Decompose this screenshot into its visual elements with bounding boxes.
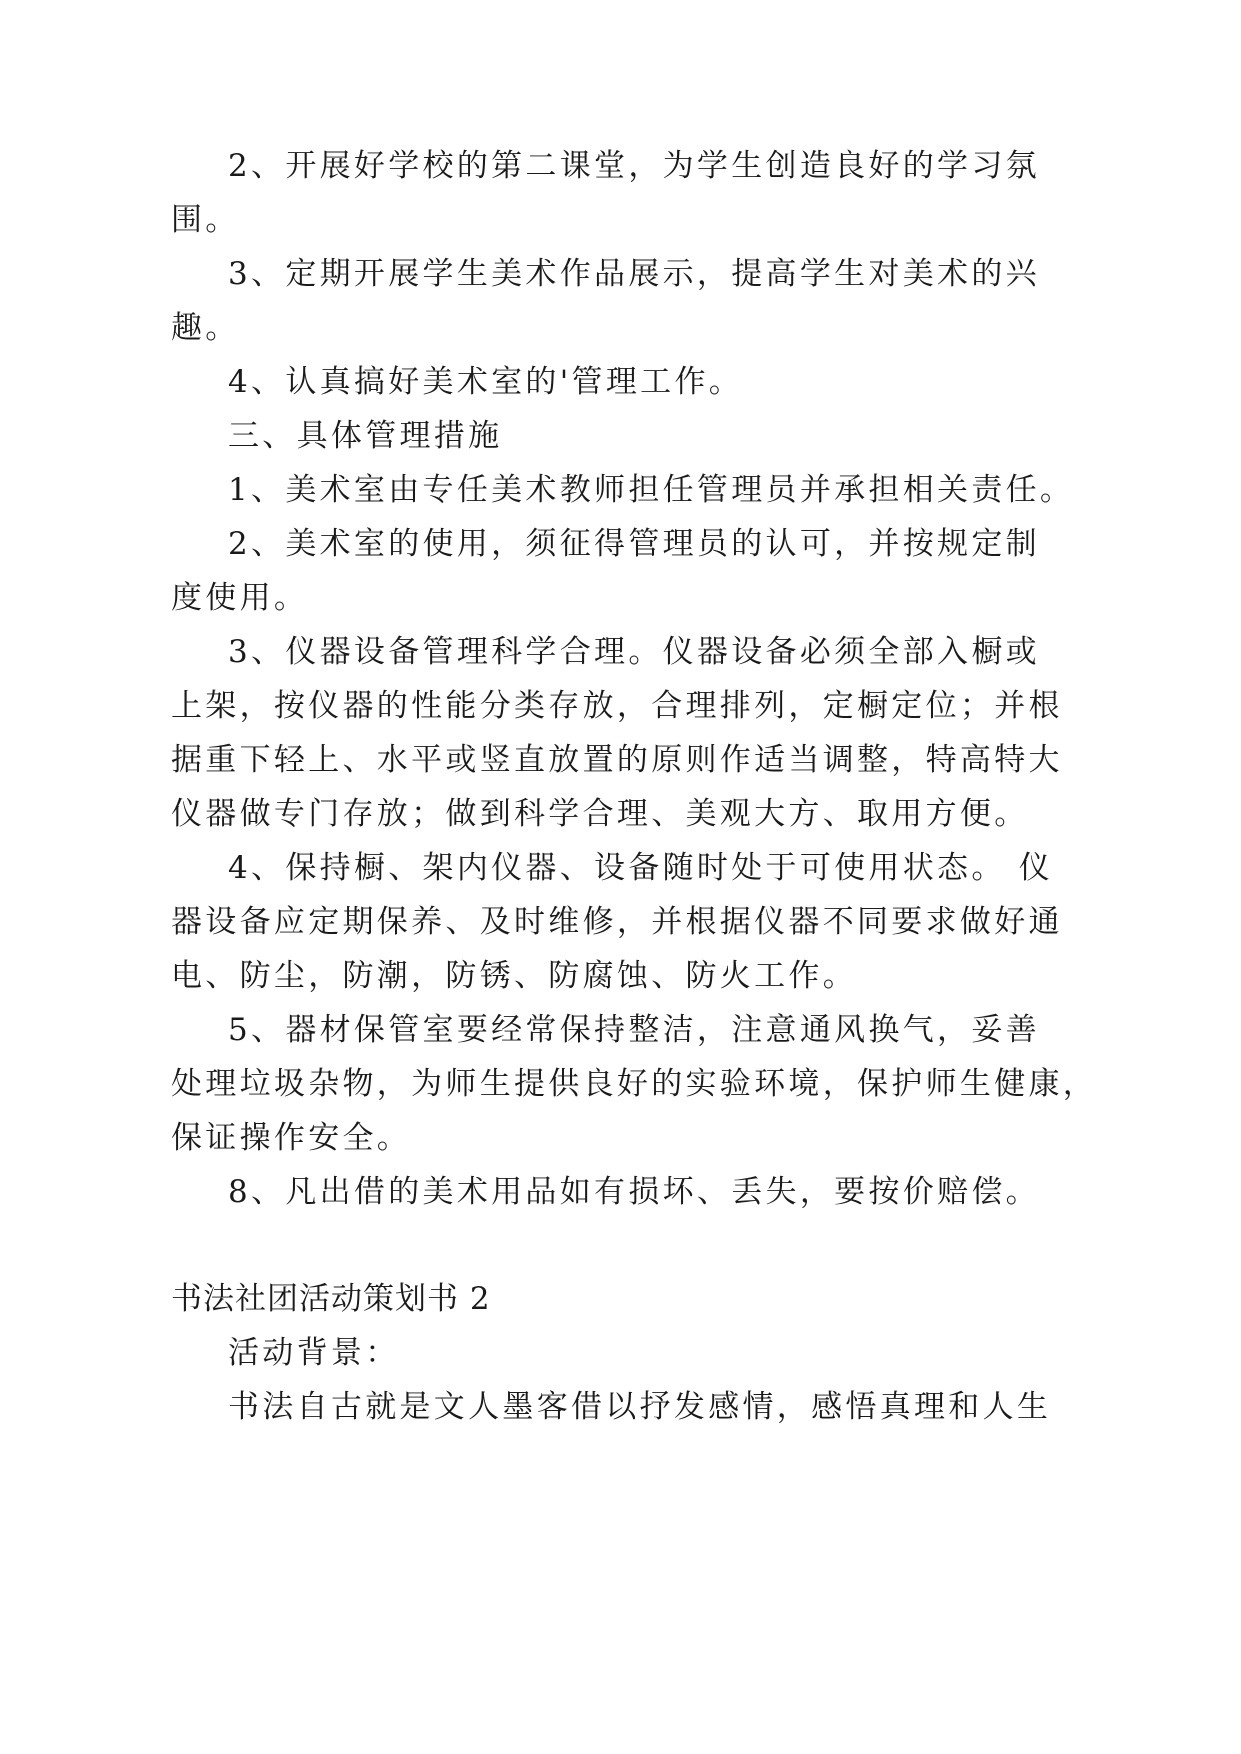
paragraph-line: 处理垃圾杂物，为师生提供良好的实验环境，保护师生健康， xyxy=(171,1066,1098,1102)
paragraph-line: 5、器材保管室要经常保持整洁，注意通风换气，妥善 xyxy=(228,1012,1040,1048)
paragraph-line: 4、保持橱、架内仪器、设备随时处于可使用状态。 仪 xyxy=(228,850,1054,886)
paragraph-line: 保证操作安全。 xyxy=(171,1120,412,1156)
paragraph-line: 据重下轻上、水平或竖直放置的原则作适当调整，特高特大 xyxy=(171,742,1063,778)
paragraph-line: 器设备应定期保养、及时维修，并根据仪器不同要求做好通 xyxy=(171,904,1063,940)
section-heading: 三、具体管理措施 xyxy=(228,418,503,454)
paragraph-line: 4、认真搞好美术室的'管理工作。 xyxy=(228,364,744,400)
paragraph-line: 书法自古就是文人墨客借以抒发感情，感悟真理和人生 xyxy=(228,1389,1052,1425)
paragraph-line: 3、仪器设备管理科学合理。仪器设备必须全部入橱或 xyxy=(228,634,1040,670)
paragraph-line: 趣。 xyxy=(171,310,240,346)
paragraph-line: 上架，按仪器的性能分类存放，合理排列，定橱定位；并根 xyxy=(171,688,1063,724)
paragraph-line: 2、美术室的使用，须征得管理员的认可，并按规定制 xyxy=(228,526,1040,562)
paragraph-line: 电、防尘，防潮，防锈、防腐蚀、防火工作。 xyxy=(171,958,857,994)
paragraph-line: 围。 xyxy=(171,202,240,238)
paragraph-line: 8、凡出借的美术用品如有损坏、丢失，要按价赔偿。 xyxy=(228,1174,1040,1210)
paragraph-line: 活动背景： xyxy=(228,1335,400,1371)
paragraph-line: 仪器做专门存放；做到科学合理、美观大方、取用方便。 xyxy=(171,796,1029,832)
document-title: 书法社团活动策划书 2 xyxy=(171,1281,491,1317)
paragraph-line: 3、定期开展学生美术作品展示，提高学生对美术的兴 xyxy=(228,256,1040,292)
paragraph-line: 度使用。 xyxy=(171,580,309,616)
paragraph-line: 2、开展好学校的第二课堂，为学生创造良好的学习氛 xyxy=(228,148,1040,184)
paragraph-line: 1、美术室由专任美术教师担任管理员并承担相关责任。 xyxy=(228,472,1075,508)
